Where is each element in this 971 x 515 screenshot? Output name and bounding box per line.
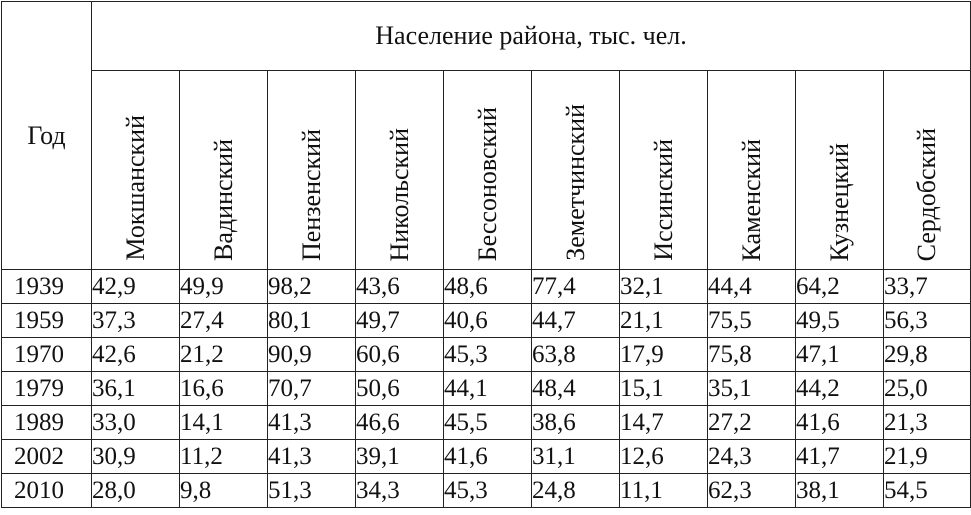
population-table [1,1,971,508]
value-cell: 21,2 [180,338,268,372]
district-label: Вадинский [208,139,238,261]
value-cell: 36,1 [92,372,180,406]
value-cell: 77,4 [532,270,620,304]
header-row-districts [2,71,971,270]
district-header [268,71,356,270]
value-cell: 41,6 [444,440,532,474]
year-cell: 1970 [2,338,92,372]
value-cell: 48,4 [532,372,620,406]
value-cell: 44,1 [444,372,532,406]
value-cell: 28,0 [92,474,180,508]
value-cell: 64,2 [796,270,884,304]
value-cell: 44,2 [796,372,884,406]
value-cell: 54,5 [884,474,971,508]
value-cell: 46,6 [356,406,444,440]
table-row [2,440,971,474]
district-header [180,71,268,270]
value-cell: 98,2 [268,270,356,304]
value-cell: 41,3 [268,406,356,440]
district-header [444,71,532,270]
value-cell: 41,6 [796,406,884,440]
value-cell: 49,9 [180,270,268,304]
district-header [796,71,884,270]
value-cell: 43,6 [356,270,444,304]
value-cell: 32,1 [620,270,708,304]
value-cell: 56,3 [884,304,971,338]
value-cell: 49,5 [796,304,884,338]
value-cell: 21,9 [884,440,971,474]
district-label: Кузнецкий [824,142,854,261]
value-cell: 63,8 [532,338,620,372]
table-row [2,270,971,304]
district-label: Сердобский [912,127,941,261]
value-cell: 17,9 [620,338,708,372]
header-row-group [2,2,971,71]
value-cell: 27,4 [180,304,268,338]
value-cell: 27,2 [708,406,796,440]
year-cell: 1989 [2,406,92,440]
value-cell: 21,3 [884,406,971,440]
value-cell: 37,3 [92,304,180,338]
value-cell: 38,6 [532,406,620,440]
value-cell: 29,8 [884,338,971,372]
value-cell: 15,1 [620,372,708,406]
value-cell: 49,7 [356,304,444,338]
year-cell: 2010 [2,474,92,508]
district-label: Никольский [384,127,414,261]
value-cell: 60,6 [356,338,444,372]
value-cell: 75,8 [708,338,796,372]
value-cell: 42,6 [92,338,180,372]
value-cell: 40,6 [444,304,532,338]
district-header [92,71,180,270]
year-cell: 1959 [2,304,92,338]
district-header [356,71,444,270]
value-cell: 41,3 [268,440,356,474]
year-column-header: Год [2,2,92,270]
district-label: Пензенский [296,129,326,261]
value-cell: 90,9 [268,338,356,372]
value-cell: 35,1 [708,372,796,406]
district-label: Мокшанский [120,115,150,261]
value-cell: 70,7 [268,372,356,406]
district-header [620,71,708,270]
value-cell: 14,7 [620,406,708,440]
value-cell: 24,3 [708,440,796,474]
value-cell: 45,3 [444,474,532,508]
value-cell: 48,6 [444,270,532,304]
district-label: Бессоновский [472,106,502,261]
value-cell: 24,8 [532,474,620,508]
value-cell: 33,7 [884,270,971,304]
value-cell: 14,1 [180,406,268,440]
value-cell: 34,3 [356,474,444,508]
value-cell: 12,6 [620,440,708,474]
district-header [884,71,971,270]
value-cell: 9,8 [180,474,268,508]
value-cell: 44,7 [532,304,620,338]
value-cell: 75,5 [708,304,796,338]
table-row [2,372,971,406]
table-row [2,338,971,372]
value-cell: 11,1 [620,474,708,508]
year-cell: 1939 [2,270,92,304]
district-label: Каменский [736,138,766,261]
value-cell: 33,0 [92,406,180,440]
value-cell: 62,3 [708,474,796,508]
value-cell: 11,2 [180,440,268,474]
district-header [708,71,796,270]
district-label: Иссинский [648,139,678,261]
value-cell: 21,1 [620,304,708,338]
value-cell: 45,5 [444,406,532,440]
value-cell: 30,9 [92,440,180,474]
value-cell: 25,0 [884,372,971,406]
value-cell: 45,3 [444,338,532,372]
value-cell: 80,1 [268,304,356,338]
district-label: Земетчинский [560,104,590,261]
table-row [2,474,971,508]
table-row [2,304,971,338]
value-cell: 31,1 [532,440,620,474]
value-cell: 38,1 [796,474,884,508]
value-cell: 47,1 [796,338,884,372]
value-cell: 51,3 [268,474,356,508]
value-cell: 44,4 [708,270,796,304]
value-cell: 39,1 [356,440,444,474]
year-cell: 1979 [2,372,92,406]
district-header [532,71,620,270]
table-row [2,406,971,440]
value-cell: 41,7 [796,440,884,474]
value-cell: 42,9 [92,270,180,304]
population-group-header: Население района, тыс. чел. [92,2,971,71]
value-cell: 16,6 [180,372,268,406]
year-cell: 2002 [2,440,92,474]
value-cell: 50,6 [356,372,444,406]
